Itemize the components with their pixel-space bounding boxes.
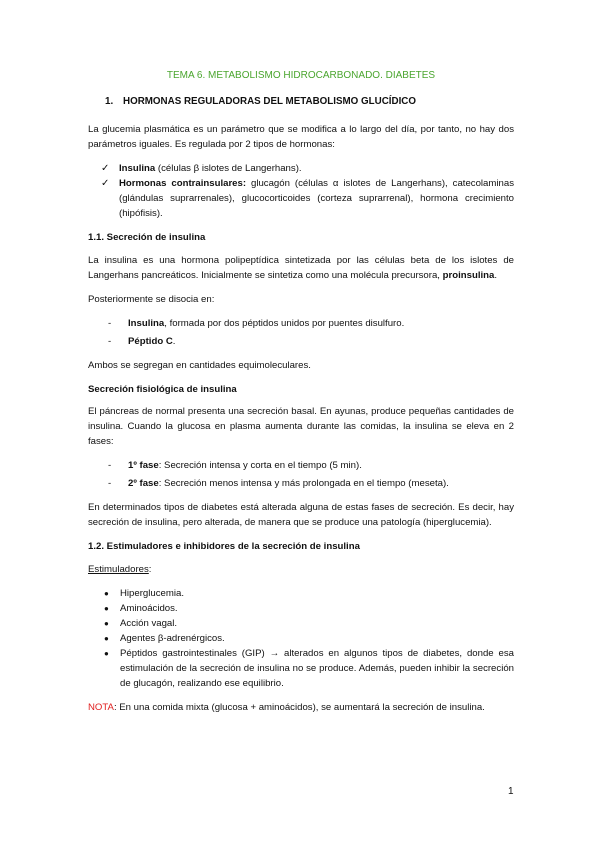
item-text: Hiperglucemia.	[120, 588, 184, 599]
phase-text: : Secreción intensa y corta en el tiempo (5 min).	[158, 460, 362, 471]
item-text: Péptidos gastrointestinales (GIP) → alterados en algunos tipos de diabetes, donde esa estimulación de la secreción de insulina no se produce. Además, pueden inhibir la secreción de glucagón, realizando ese equilibrio.	[120, 648, 514, 689]
equimolecular-paragraph: Ambos se segregan en cantidades equimoleculares.	[88, 360, 311, 371]
dash-bullet: -	[108, 478, 112, 489]
list-item	[88, 476, 514, 491]
phase-text: : Secreción menos intensa y más prolongada en el tiempo (meseta).	[158, 478, 449, 489]
dash-bullet: -	[108, 336, 112, 347]
hormone-desc: glucagón (células α islotes de Langerhans), catecolaminas (glándulas suprarrenales), glucocorticoides (corteza suprarrenal), hormona crecimiento (hipófisis).	[119, 178, 514, 219]
list-item	[88, 631, 514, 646]
list-item	[88, 458, 514, 473]
note-paragraph	[88, 700, 514, 715]
basal-secretion-paragraph: El páncreas de normal presenta una secreción basal. En ayunas, produce pequeñas cantidades de insulina. Cuando la glucosa en plasma aumenta durante las comidas, la insulina se eleva en 2 fases:	[88, 406, 514, 447]
dash-bullet: -	[108, 460, 112, 471]
hormone-desc: (células β islotes de Langerhans).	[155, 163, 302, 174]
section-1-2-heading: 1.2. Estimuladores e inhibidores de la secreción de insulina	[88, 541, 360, 552]
bullet-icon: ●	[104, 589, 109, 598]
paragraph-text: La insulina es una hormona polipeptídica sintetizada por las células beta de los islotes de Langerhans pancreáticos. Inicialmente se sintetiza como una molécula precursora,	[88, 255, 514, 281]
paragraph-text: .	[494, 270, 498, 281]
proinsulin-term: proinsulina	[442, 270, 495, 281]
checkmark-icon: ✓	[101, 178, 110, 189]
bullet-icon: ●	[104, 649, 109, 658]
list-item	[88, 161, 514, 176]
item-text: Agentes β-adrenérgicos.	[120, 633, 225, 644]
item-text: Aminoácidos.	[120, 603, 178, 614]
list-item	[88, 316, 514, 331]
page-number: 1	[508, 786, 514, 797]
insulin-paragraph	[88, 253, 514, 283]
dissociation-list	[88, 316, 514, 349]
phase-label: 1º fase	[128, 460, 159, 471]
list-item	[88, 586, 514, 601]
stimulators-label-text: Estimuladores	[88, 564, 149, 575]
dissociation-paragraph: Posteriormente se disocia en:	[88, 294, 215, 305]
section-1-number: 1.	[105, 96, 114, 107]
stimulators-label	[88, 562, 514, 577]
section-1-heading	[88, 94, 514, 109]
list-item	[88, 601, 514, 616]
section-1-title: HORMONAS REGULADORAS DEL METABOLISMO GLUCÍDICO	[123, 96, 416, 107]
item-text: .	[172, 336, 176, 347]
physiological-secretion-heading: Secreción fisiológica de insulina	[88, 384, 237, 395]
item-text: Acción vagal.	[120, 618, 178, 629]
bullet-icon: ●	[104, 619, 109, 628]
bullet-icon: ●	[104, 634, 109, 643]
item-term: Insulina	[128, 318, 165, 329]
altered-phases-paragraph: En determinados tipos de diabetes está alterada alguna de estas fases de secreción. Es decir, hay secreción de insulina, pero alterada, de manera que se produce una patología (hiperglucemia).	[88, 502, 514, 528]
bullet-icon: ●	[104, 604, 109, 613]
dash-bullet: -	[108, 318, 112, 329]
phase-label: 2º fase	[128, 478, 159, 489]
intro-paragraph: La glucemia plasmática es un parámetro que se modifica a lo largo del día, por tanto, no hay dos parámetros iguales. Es regulada por 2 tipos de hormonas:	[88, 124, 514, 150]
colon: :	[148, 564, 152, 575]
document-body	[88, 68, 514, 724]
list-item	[88, 646, 514, 691]
list-item	[88, 176, 514, 221]
note-label: NOTA	[88, 702, 114, 713]
checkmark-icon: ✓	[101, 163, 110, 174]
hormone-name: Hormonas contrainsulares:	[119, 178, 247, 189]
item-term: Péptido C	[128, 336, 173, 347]
note-text: : En una comida mixta (glucosa + aminoácidos), se aumentará la secreción de insulina.	[113, 702, 485, 713]
stimulators-list	[88, 586, 514, 691]
list-item	[88, 334, 514, 349]
phases-list	[88, 458, 514, 491]
hormone-name: Insulina	[119, 163, 156, 174]
section-1-1-heading: 1.1. Secreción de insulina	[88, 232, 206, 243]
list-item	[88, 616, 514, 631]
document-title: TEMA 6. METABOLISMO HIDROCARBONADO. DIABETES	[166, 70, 436, 81]
item-text: , formada por dos péptidos unidos por puentes disulfuro.	[164, 318, 405, 329]
hormones-list	[88, 161, 514, 221]
